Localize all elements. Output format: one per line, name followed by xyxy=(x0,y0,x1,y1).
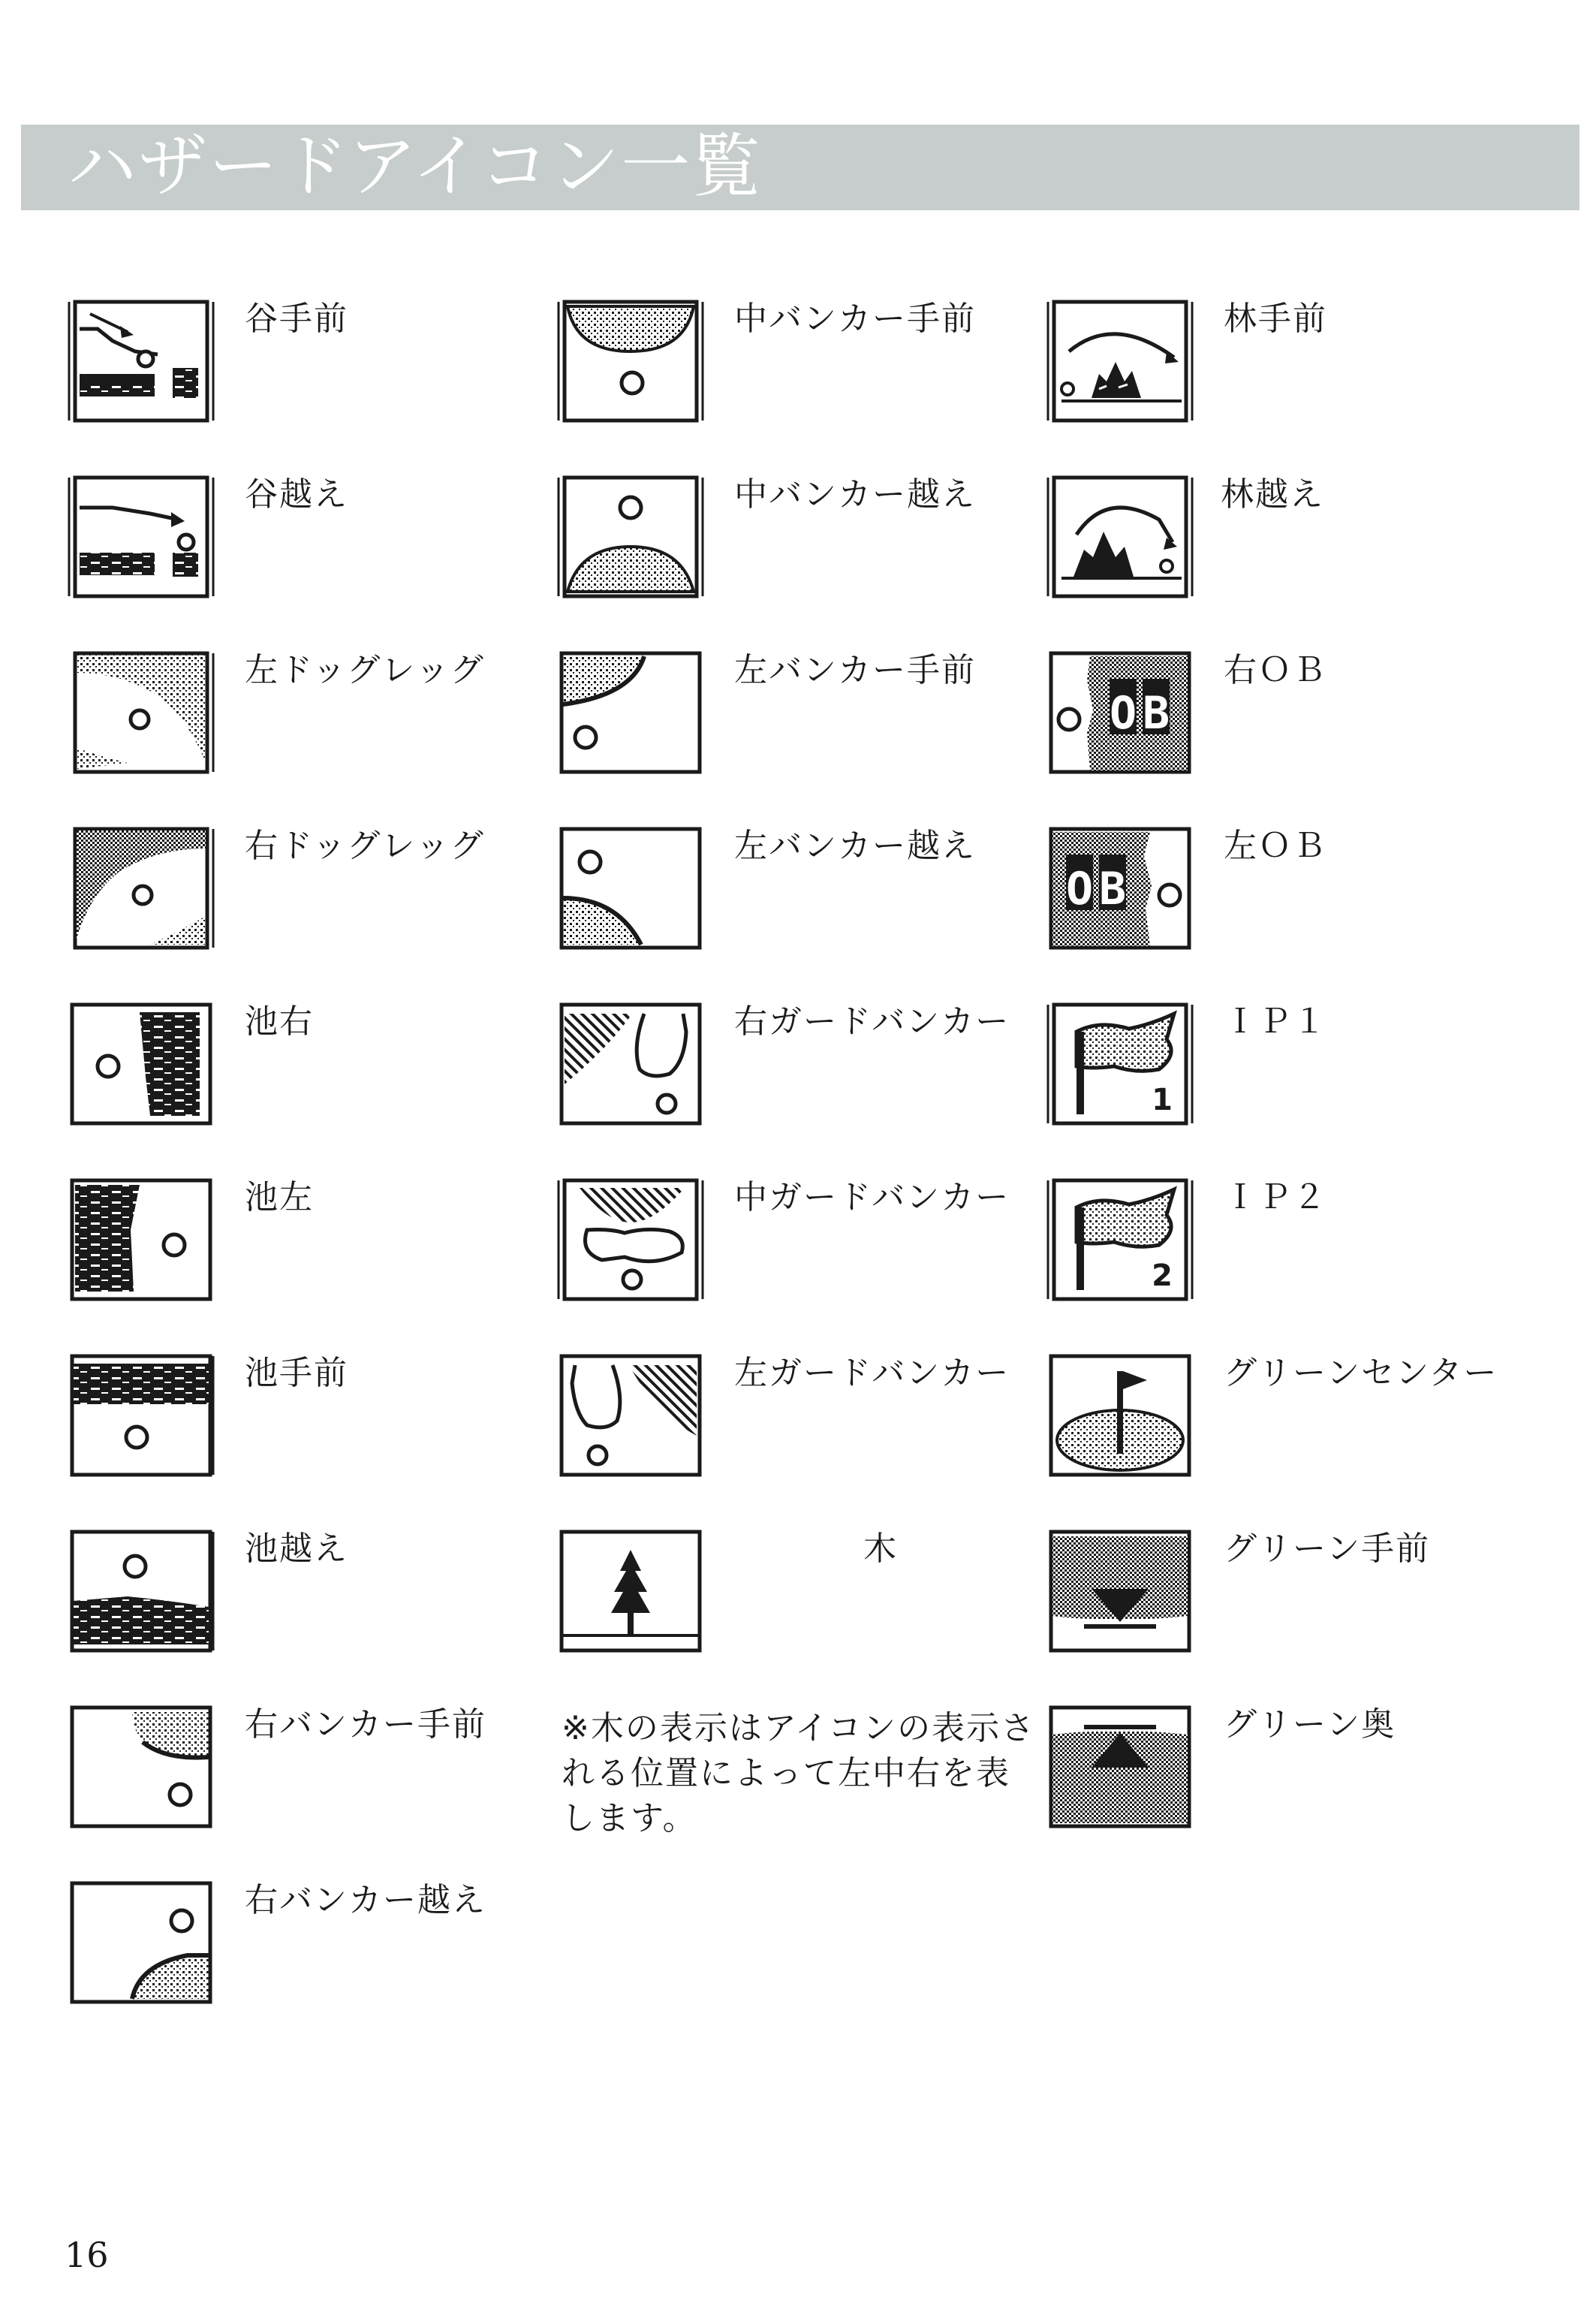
center-bunker-front-icon xyxy=(557,299,704,424)
icon-label: 谷越え xyxy=(245,475,348,514)
icon-label: 池左 xyxy=(245,1178,314,1216)
ip-number: 2 xyxy=(1152,1259,1173,1293)
icon-label: 谷手前 xyxy=(245,300,348,338)
icon-label: ＩＰ１ xyxy=(1224,1002,1327,1041)
icon-label: 左ドッグレッグ xyxy=(245,651,485,689)
ip2-flag-icon xyxy=(1046,1177,1194,1302)
svg-text:B: B xyxy=(1142,687,1170,740)
icon-label: 右ドッグレッグ xyxy=(245,827,485,865)
tree-note: ※木の表示はアイコンの表示される位置によって左中右を表します。 xyxy=(562,1709,1036,1837)
icon-label: グリーン手前 xyxy=(1224,1530,1431,1568)
page-title: ハザードアイコン一覧 xyxy=(68,126,763,206)
pond-carry-icon xyxy=(68,1529,215,1653)
icon-label: 左ＯＢ xyxy=(1224,827,1327,865)
icon-label: 右ガードバンカー xyxy=(734,1002,1010,1041)
dogleg-right-icon xyxy=(68,826,215,951)
icon-label: 右バンカー越え xyxy=(245,1881,486,1919)
page-number: 16 xyxy=(65,2235,109,2275)
right-bunker-carry-icon xyxy=(68,1880,215,2005)
tree-icon xyxy=(557,1529,704,1653)
green-front-icon xyxy=(1046,1529,1194,1653)
icon-label: 池右 xyxy=(245,1002,314,1041)
icon-label: 左ガードバンカー xyxy=(734,1354,1010,1392)
green-back-icon xyxy=(1046,1705,1194,1829)
dogleg-left-icon xyxy=(68,650,215,775)
left-bunker-front-icon xyxy=(557,650,704,775)
center-bunker-carry-icon xyxy=(557,475,704,599)
right-guard-bunker-icon xyxy=(557,1002,704,1126)
pond-front-icon xyxy=(68,1353,215,1478)
icon-label: 中ガードバンカー xyxy=(734,1178,1010,1216)
icon-label: 左バンカー手前 xyxy=(734,651,976,689)
pond-right-icon xyxy=(68,1002,215,1126)
ob-left-icon xyxy=(1046,826,1194,951)
icon-label: グリーンセンター xyxy=(1224,1354,1498,1392)
green-center-icon xyxy=(1046,1353,1194,1478)
icon-label: 池越え xyxy=(245,1530,348,1568)
left-guard-bunker-icon xyxy=(557,1353,704,1478)
icon-label: 池手前 xyxy=(245,1354,348,1392)
center-guard-bunker-icon xyxy=(557,1177,704,1302)
svg-text:O: O xyxy=(1109,687,1137,740)
icon-label: 中バンカー越え xyxy=(734,475,976,514)
ip-number: 1 xyxy=(1152,1083,1173,1117)
right-bunker-front-icon xyxy=(68,1705,215,1829)
icon-label: ＩＰ２ xyxy=(1224,1178,1327,1216)
woods-front-icon xyxy=(1046,299,1194,424)
icon-label: 木 xyxy=(863,1530,898,1568)
icon-label: 右ＯＢ xyxy=(1224,651,1327,689)
ip1-flag-icon xyxy=(1046,1002,1194,1126)
icon-label: 林越え xyxy=(1221,475,1324,514)
svg-text:O: O xyxy=(1065,863,1094,915)
icon-label: 左バンカー越え xyxy=(734,827,976,865)
icon-label: 中バンカー手前 xyxy=(734,300,976,338)
title-banner xyxy=(21,125,1579,210)
icon-label: 右バンカー手前 xyxy=(245,1705,486,1744)
valley-front-icon xyxy=(68,299,215,424)
ob-right-icon xyxy=(1046,650,1194,775)
icon-label: 林手前 xyxy=(1224,300,1327,338)
svg-text:B: B xyxy=(1098,863,1127,915)
valley-carry-icon xyxy=(68,475,215,599)
pond-left-icon xyxy=(68,1177,215,1302)
icon-label: グリーン奥 xyxy=(1224,1705,1396,1744)
woods-carry-icon xyxy=(1046,475,1194,599)
left-bunker-carry-icon xyxy=(557,826,704,951)
